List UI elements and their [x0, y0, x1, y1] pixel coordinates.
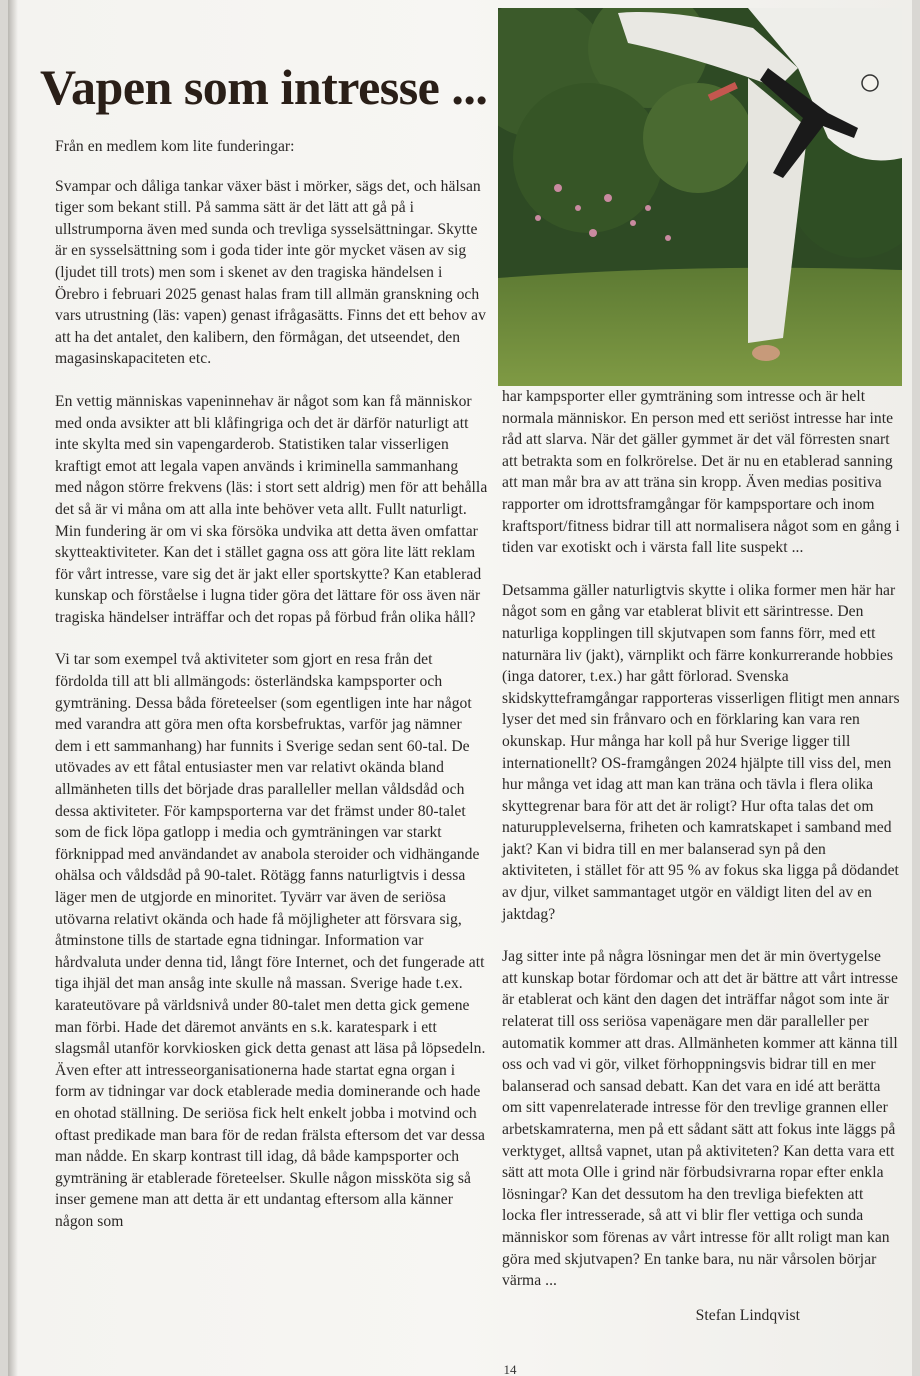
paragraph-4: har kampsporter eller gymträning som intresse och är helt normala människor. En person med ett seriöst intresse har inte råd att slarva. När det gäller gymmet är det väl förresten snart att betrakta som en folkrörelse. Det är nu en etablerad sanning att man mår bra av att träna sin kropp. Även medias positiva rapporter om idrottsframgångar för kampsportare och inom kraftsport/fitness bidrar till att normalisera något som en gång i tiden var exotiskt och i värsta fall lite suspekt ... — [502, 388, 900, 557]
right-column — [502, 386, 900, 1347]
intro-line: Från en medlem kom lite funderingar: — [55, 138, 295, 155]
paragraph-3: Vi tar som exempel två aktiviteter som gjort en resa från det fördolda till att bli allmängods: österländska kampsporter och gymträning. Dessa båda företeelser (som egentligen inte har något med varandra att göra men ofta korsbefruktas, varför jag nämner dem i ett sammanhang) har funnits i Sverige sedan sent 60-tal. De utövades av ett fåtal entusiaster men var relativt okända bland allmänheten tills det började dras paralleller mellan våldsdåd och dessa aktiviteter. För kampsporterna var det främst under 80-talet som de fick löpa gatlopp i media och gymträningen var starkt förknippad med användandet av anabola steroider och vidhängande ohälsa och våldsdåd på 90-talet. Rötägg fanns naturligtvis i dessa läger men de utgjorde en minoritet. Tyvärr var även de seriösa utövarna relativt okända och hade få möjligheter att försvara sig, åtminstone tills de startade egna tidningar. Information var hårdvaluta under denna tid, långt före Internet, och det fungerade att tiga ihjäl det man ansåg inte skulle nå massan. Sverige hade t.ex. karateutövare på världsnivå under 80-talet men detta gick gemene man förbi. Hade det däremot använts en s.k. karatespark i ett slagsmål utanför korvkiosken gick detta genast att läsa på löpsedeln. Även efter att intresseorganisationerna hade startat egna organ i form av tidningar var dock etablerade media dominerande och hade en ohotad ställning. De seriösa fick helt enkelt jobba i motvind och oftast predikade man bara för de redan frälsta eftersom det var dessa man nådde. En skarp kontrast till idag, då både kampsporter och gymträning är etablerade företeelser. Skulle någon missköta sig så inser gemene man att detta är ett undantag eftersom alla känner någon som — [55, 651, 486, 1230]
article-title: Vapen som intresse ... — [40, 59, 488, 115]
paragraph-1: Svampar och dåliga tankar växer bäst i mörker, sägs det, och hälsan tiger som bekant still. På samma sätt är det lätt att gå på i ullstrumporna även med sunda och trevliga sysselsättningar. Skytte är en sysselsättning som i goda tider inte gör mycket väsen av sig (ljudet till trots) men som i skenet av den tragiska händelsen i Örebro i februari 2025 genast halas fram till allmän granskning och vars utrustning (läs: vapen) genast ifrågasätts. Finns det ett behov av att ha det antalet, den kalibern, den förmågan, det utseendet, den magasinskapaciteten etc. — [55, 177, 486, 368]
author-signature: Stefan Lindqvist — [695, 1306, 800, 1324]
paragraph-2: En vettig människas vapeninnehav är något som kan få människor med onda avsikter att bli klåfingriga och det är därför naturligt att inte skylta med sin vapengarderob. Statistiken talar visserligen kraftigt emot att legala vapen används i kriminella sammanhang med någon större frekvens (läs: i stort sett aldrig) men för att behålla det så är vi måna om att alla inte behöver veta allt. Fullt naturligt. Min fundering är om vi ska försöka undvika att detta även omfattar skytteaktiviteter. Kan det i stället gagna oss att göra lite lätt reklam för vårt intresse, vare sig det är jakt eller sportskytte? Kan etablerad kunskap och förståelse i lugna tider göra det lättare för oss även när tragiska händelser inträffar och det ropas på förbud från olika håll? — [55, 392, 488, 626]
photo-illustration — [498, 8, 902, 386]
spine-shadow — [8, 0, 18, 1376]
left-column — [55, 136, 488, 1254]
paragraph-5: Detsamma gäller naturligtvis skytte i olika former men här har något som en gång var etablerat blivit ett särintresse. Den naturliga kopplingen till skjutvapen som fanns förr, med ett naturnära liv (jakt), värnplikt och färre konkurrerande hobbies (inga datorer, t.ex.) har gått förlorad. Svenska skidskytteframgångar rapporteras visserligen flitigt men annars lyser det med sin frånvaro och en förklaring kan vara ren okunskap. Hur många har koll på hur Sverige ligger till internationellt? OS-framgången 2024 hjälpte till viss del, men hur många vet idag att man kan träna och tävla i flera olika skyttegrenar bara för att det är roligt? Hur ofta talas det om naturupplevelserna, friheten och kamratskapet i samband med jakt? Kan vi bidra till en mer balanserad syn på den aktiviteten, i stället för att 95 % av fokus ska ligga på dödandet av djur, vilket sammantaget utgör en väldigt liten del av en jaktdag? — [502, 581, 900, 923]
karate-kick-photo — [498, 8, 902, 386]
magazine-page — [8, 0, 912, 1376]
page-number: 14 — [503, 1362, 517, 1376]
paragraph-6: Jag sitter inte på några lösningar men det är min övertygelse att kunskap botar fördomar och att det är bättre att vårt intresse är etablerat och känt den dagen det inträffar något som inte är relaterat till oss seriösa vapenägare men där paralleller per automatik kommer att dras. Allmänheten kommer att känna till oss och vad vi gör, vilket förhoppningsvis bidrar till en mer balanserad och sansad debatt. Kan det vara en idé att berätta om sitt vapenrelaterade intresse för den trevlige grannen eller arbetskamraterna, men på ett sådant sätt att fokus inte läggs på verktyget, alltså vapnet, utan på aktiviteten? Kan detta vara ett sätt att mota Olle i grind när förbudsivrarna ropar efter enkla lösningar? Kan det dessutom ha den trevliga biefekten att locka fler intresserade, så att vi blir fler vettiga och sunda människor som förenas av vårt intresse för allt roligt man kan göra med skjutvapen? En tanke bara, nu när vårsolen börjar värma ... — [502, 948, 899, 1290]
